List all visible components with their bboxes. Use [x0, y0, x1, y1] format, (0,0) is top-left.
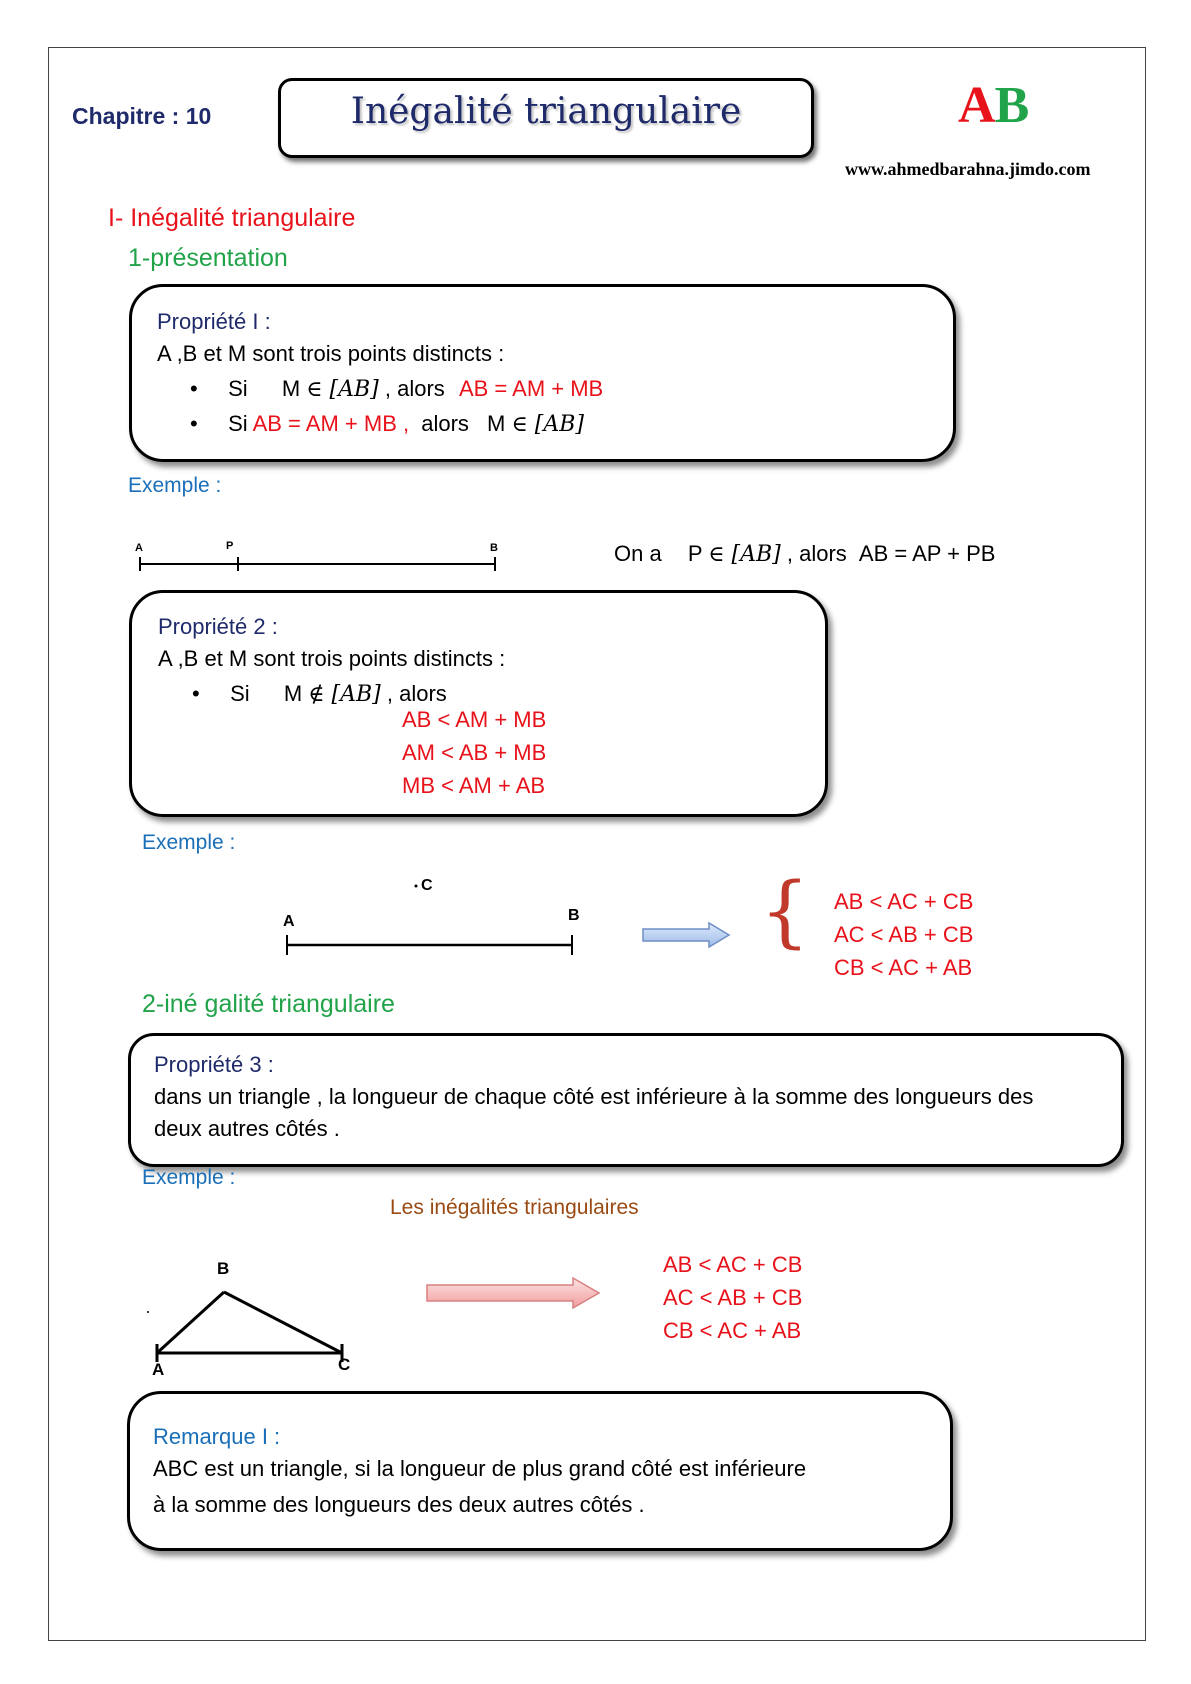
property-2-title: Propriété 2 : — [158, 614, 278, 639]
point-b-label: B — [490, 542, 498, 554]
property-2-inequality-1: AB < AM + MB — [402, 707, 547, 732]
point-p-label: P — [226, 540, 234, 552]
property-3-text-line-2: deux autres côtés . — [154, 1116, 340, 1141]
property-1-title: Propriété I : — [157, 309, 271, 334]
website-url: www.ahmedbarahna.jimdo.com — [845, 159, 1091, 179]
example-3-caption: Les inégalités triangulaires — [390, 1196, 639, 1219]
remark-1-text-line-2: à la somme des longueurs des deux autres côtés . — [153, 1492, 645, 1517]
property-2-box — [129, 590, 828, 817]
curly-brace-icon: { — [760, 867, 810, 957]
point-c-label: C — [338, 1355, 351, 1374]
subsection-triangle-inequality: 2-iné galité triangulaire — [142, 990, 395, 1018]
point-b-label: B — [568, 907, 580, 924]
property-1-bullet-1: • Si M ∈ [AB] , alors AB = AM + MB — [190, 376, 604, 402]
point-a-label: A — [283, 913, 295, 930]
point-a-label: A — [152, 1360, 165, 1379]
remark-1-title: Remarque I : — [153, 1424, 281, 1449]
property-2-inequality-2: AM < AB + MB — [402, 740, 547, 765]
example-2-inequality-3: CB < AC + AB — [834, 955, 973, 980]
segment-apb-figure — [130, 538, 510, 578]
property-1-bullet-2: • Si AB = AM + MB , alors M ∈ [AB] — [190, 411, 584, 437]
example-1-conclusion: On a P ∈ [AB] , alors AB = AP + PB — [614, 541, 996, 567]
chapter-label: Chapitre : 10 — [72, 103, 212, 129]
remark-1-box — [127, 1391, 953, 1551]
logo — [958, 76, 1028, 135]
property-3-box — [128, 1033, 1124, 1167]
point-c-label: C — [421, 877, 433, 894]
segment-abc-figure — [275, 868, 585, 958]
point-b-label: B — [217, 1259, 230, 1278]
side-ab — [157, 1292, 224, 1353]
page-title: Inégalité triangulaire — [350, 91, 742, 132]
example-2-label: Exemple : — [142, 831, 236, 854]
logo-letter-b: B — [994, 77, 1029, 134]
property-1-intro: A ,B et M sont trois points distincts : — [157, 341, 505, 366]
bullet-icon: • — [190, 376, 198, 401]
remark-1-text-line-1: ABC est un triangle, si la longueur de plus grand côté est inférieure — [153, 1456, 807, 1481]
property-3-text-line-1: dans un triangle , la longueur de chaque côté est inférieure à la somme des longueurs des — [154, 1084, 1034, 1109]
bullet-icon: • — [192, 681, 200, 706]
title-box — [278, 78, 814, 158]
example-1-label: Exemple : — [128, 474, 222, 497]
example-3-inequality-3: CB < AC + AB — [663, 1318, 802, 1343]
triangle-abc-figure — [145, 1248, 370, 1383]
stray-dot — [147, 1311, 149, 1313]
property-2-bullet: • Si M ∉ [AB] , alors — [192, 681, 447, 707]
arrow-right-icon — [425, 1276, 603, 1310]
section-heading: I- Inégalité triangulaire — [108, 204, 356, 232]
bullet-icon: • — [190, 411, 198, 436]
property-3-title: Propriété 3 : — [154, 1052, 274, 1077]
logo-letter-a: A — [958, 77, 995, 134]
example-2-inequality-2: AC < AB + CB — [834, 922, 974, 947]
example-3-label: Exemple : — [142, 1166, 236, 1189]
property-2-inequality-3: MB < AM + AB — [402, 773, 546, 798]
example-2-inequality-1: AB < AC + CB — [834, 889, 974, 914]
side-bc — [224, 1292, 342, 1353]
property-2-intro: A ,B et M sont trois points distincts : — [158, 646, 506, 671]
arrow-right-icon — [641, 921, 733, 949]
example-3-inequality-1: AB < AC + CB — [663, 1252, 803, 1277]
example-3-inequality-2: AC < AB + CB — [663, 1285, 803, 1310]
point-a-label: A — [135, 542, 143, 554]
property-1-box — [129, 284, 956, 462]
subsection-presentation: 1-présentation — [128, 244, 288, 272]
point-c-dot — [415, 885, 418, 888]
